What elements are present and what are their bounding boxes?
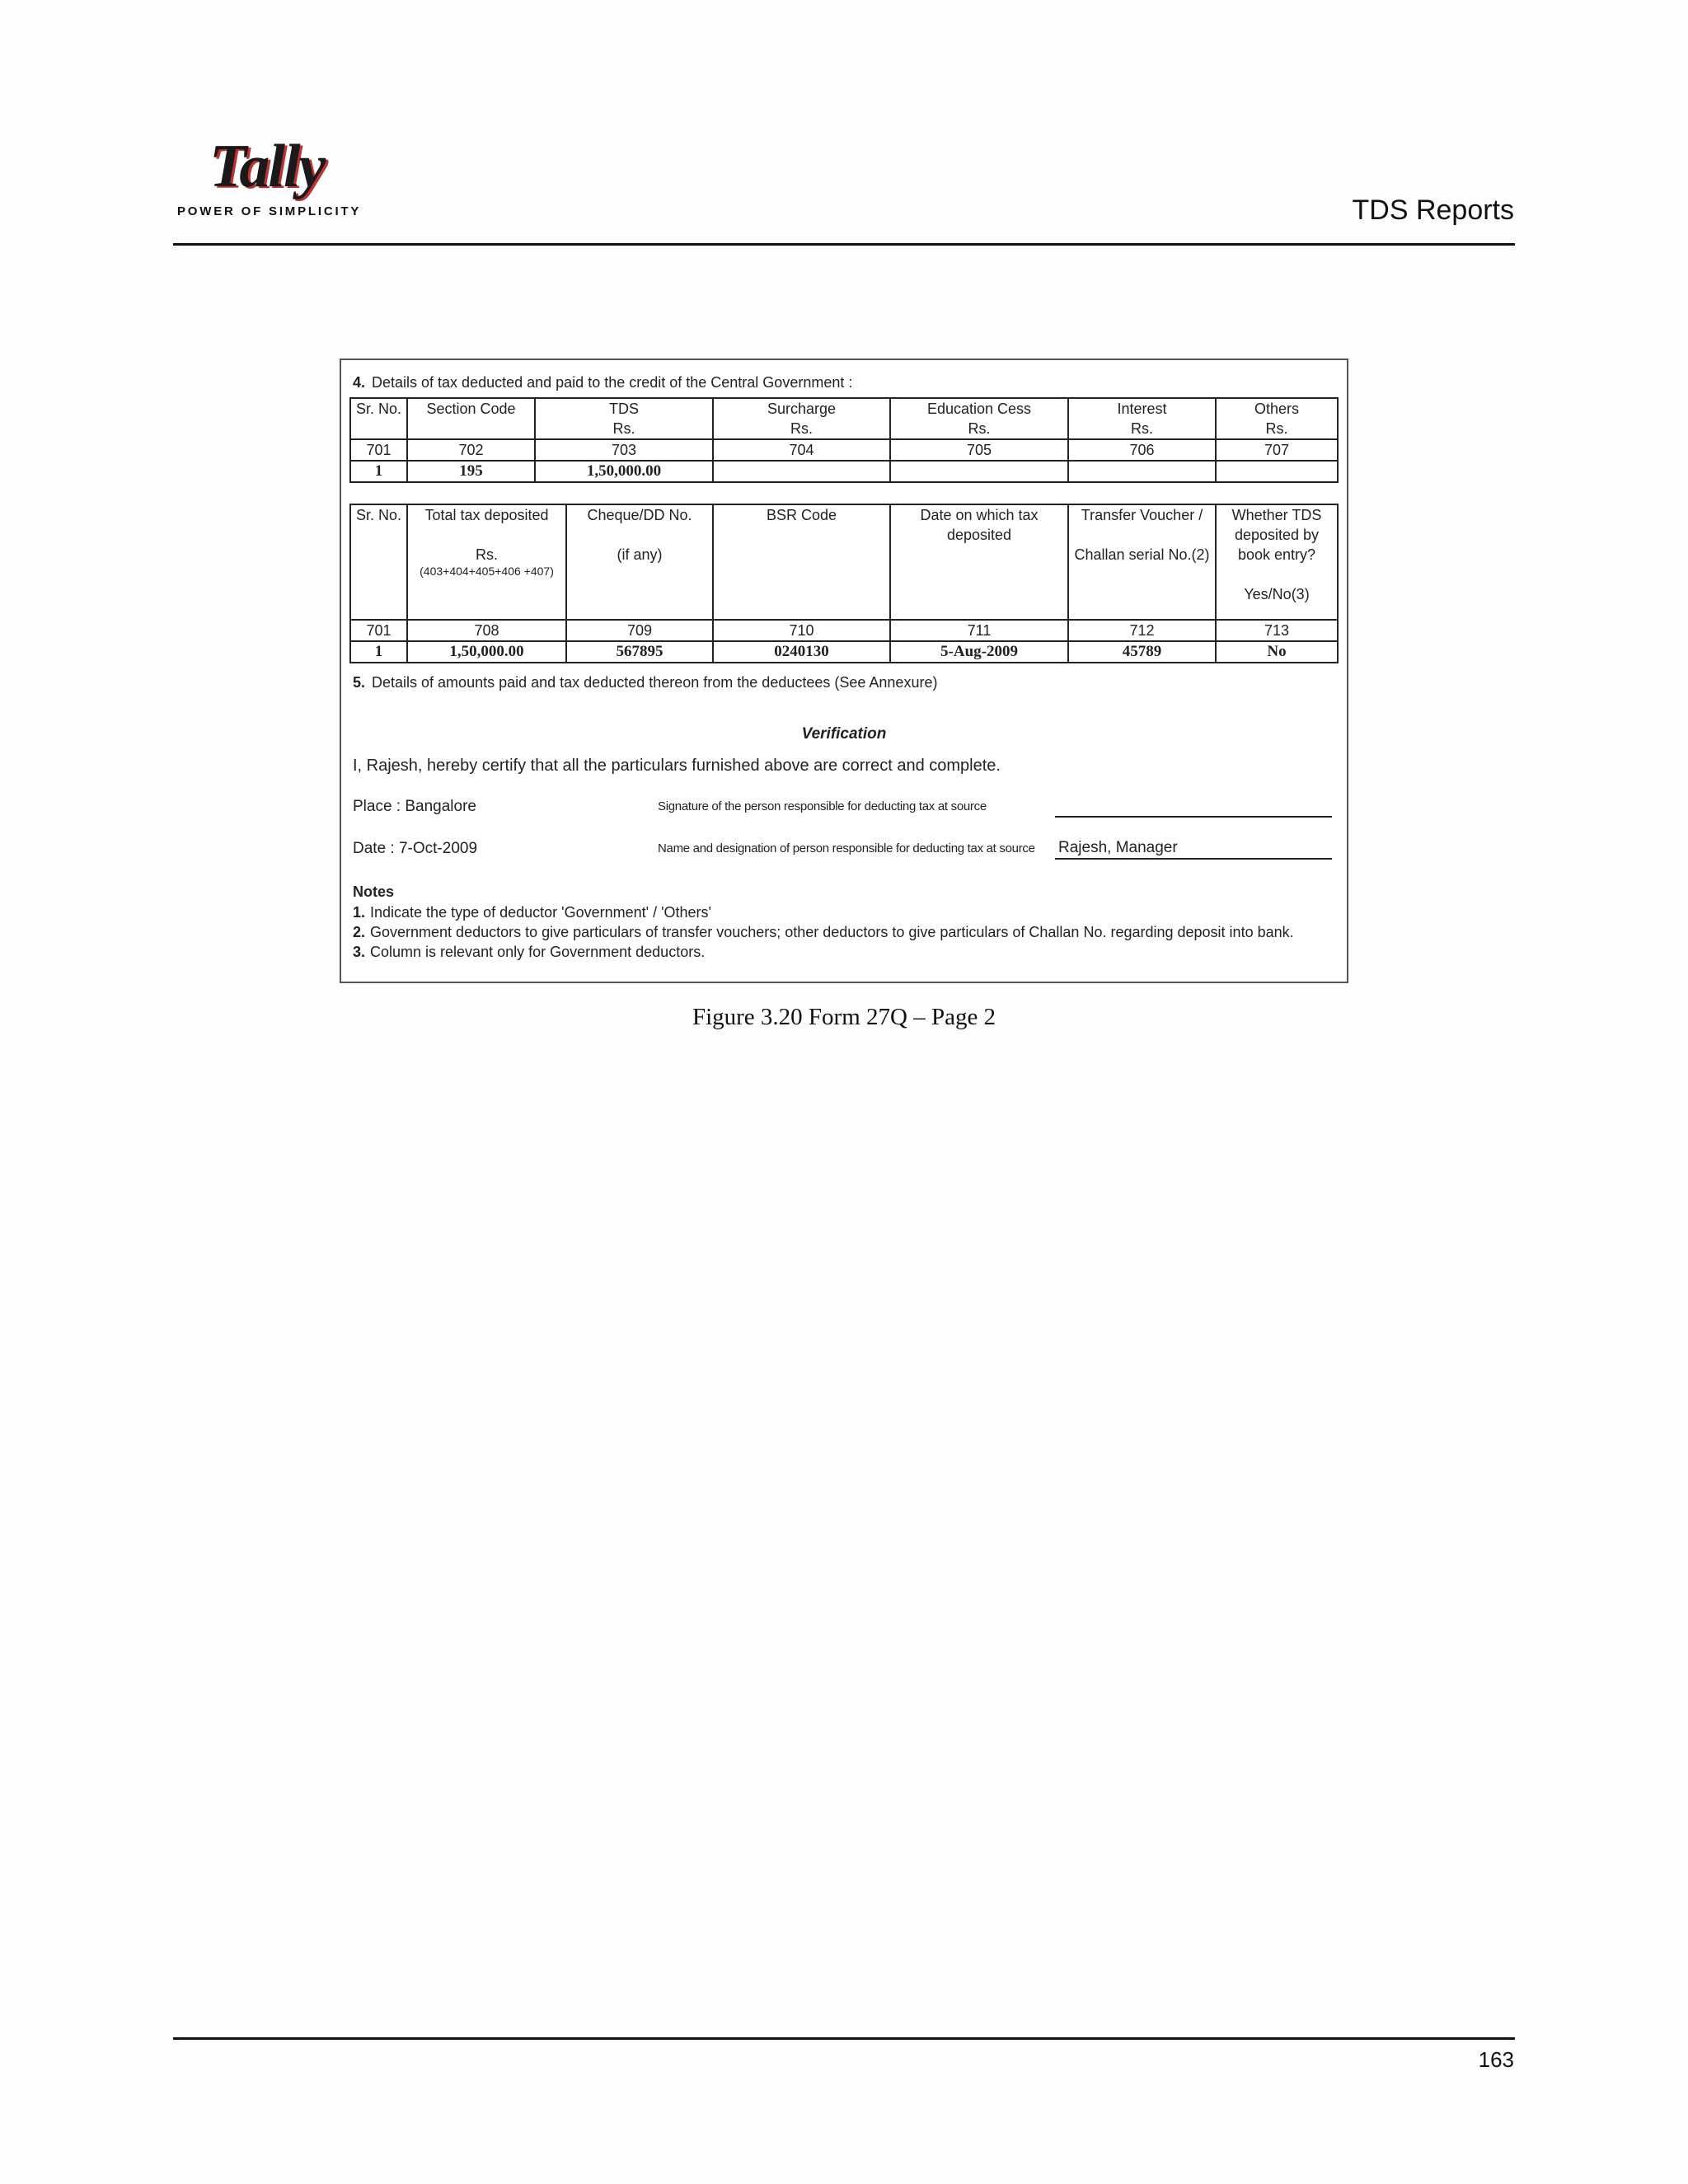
logo-tagline: POWER OF SIMPLICITY (177, 204, 362, 218)
header-cell: TDS Rs. (535, 398, 713, 439)
note-item: 1. Indicate the type of deductor 'Government' / 'Others' (353, 904, 711, 921)
header-cell: Section Code (407, 398, 535, 439)
header-cell: Date on which tax deposited (890, 504, 1068, 620)
value-cell (1216, 461, 1338, 482)
header-cell: Transfer Voucher / Challan serial No.(2) (1068, 504, 1216, 620)
code-cell: 708 (407, 620, 566, 641)
page-number: 163 (1478, 2047, 1514, 2072)
header-cell: Surcharge Rs. (713, 398, 890, 439)
tally-logo (175, 132, 373, 223)
header-cell: Total tax deposited Rs. (403+404+405+406 +407) (407, 504, 566, 620)
code-cell: 710 (713, 620, 890, 641)
value-cell: 1,50,000.00 (535, 461, 713, 482)
footer-rule (173, 2037, 1515, 2040)
certification-statement: I, Rajesh, hereby certify that all the particulars furnished above are correct and complete. (353, 757, 1001, 775)
code-cell: 704 (713, 439, 890, 461)
place-field: Place : Bangalore (353, 798, 476, 815)
code-cell: 705 (890, 439, 1068, 461)
name-designation-line (1055, 858, 1332, 860)
name-designation-label: Name and designation of person responsible for deducting tax at source (658, 841, 1035, 855)
table-code-row (350, 439, 1338, 461)
code-cell: 706 (1068, 439, 1216, 461)
code-cell: 707 (1216, 439, 1338, 461)
value-cell: No (1216, 641, 1338, 663)
code-cell: 701 (350, 620, 407, 641)
value-cell: 0240130 (713, 641, 890, 663)
header-cell: BSR Code (713, 504, 890, 620)
value-cell: 1,50,000.00 (407, 641, 566, 663)
code-cell: 711 (890, 620, 1068, 641)
value-cell: 1 (350, 641, 407, 663)
header-rule (173, 243, 1515, 246)
header-cell: Sr. No. (350, 398, 407, 439)
code-cell: 712 (1068, 620, 1216, 641)
table-row (350, 641, 1338, 663)
table-header-row (350, 398, 1338, 439)
code-cell: 702 (407, 439, 535, 461)
header-cell: Cheque/DD No. (if any) (566, 504, 713, 620)
signature-line (1055, 816, 1332, 818)
header-cell: Education Cess Rs. (890, 398, 1068, 439)
value-cell: 1 (350, 461, 407, 482)
header-cell: Sr. No. (350, 504, 407, 620)
code-cell: 703 (535, 439, 713, 461)
code-cell: 713 (1216, 620, 1338, 641)
section-5-title (353, 674, 937, 691)
tax-deposit-table (349, 504, 1339, 663)
name-designation-value: Rajesh, Manager (1058, 839, 1178, 856)
code-cell: 701 (350, 439, 407, 461)
figure-caption: Figure 3.20 Form 27Q – Page 2 (692, 1004, 996, 1030)
header-cell: Interest Rs. (1068, 398, 1216, 439)
section-4-number: 4. (353, 374, 366, 391)
table-header-row (350, 504, 1338, 620)
value-cell (713, 461, 890, 482)
value-cell: 5-Aug-2009 (890, 641, 1068, 663)
signature-label: Signature of the person responsible for deducting tax at source (658, 799, 987, 813)
section-5-text: Details of amounts paid and tax deducted thereon from the deductees (See Annexure) (372, 674, 938, 691)
table-code-row (350, 620, 1338, 641)
note-item: 2. Government deductors to give particulars of transfer vouchers; other deductors to give particulars of Challan No. regarding deposit into bank. (353, 924, 1294, 940)
table-row (350, 461, 1338, 482)
value-cell: 45789 (1068, 641, 1216, 663)
form-27q-figure (340, 359, 1348, 983)
verification-title: Verification (801, 725, 887, 743)
tax-deducted-table (349, 397, 1339, 483)
page-title: TDS Reports (1352, 194, 1514, 226)
date-field: Date : 7-Oct-2009 (353, 840, 478, 857)
value-cell (890, 461, 1068, 482)
header-cell: Whether TDS deposited by book entry? Yes/No(3) (1216, 504, 1338, 620)
notes-heading: Notes (353, 883, 395, 900)
section-4-title (353, 374, 852, 391)
section-4-text: Details of tax deducted and paid to the credit of the Central Government : (372, 374, 853, 391)
section-5-number: 5. (353, 674, 366, 691)
logo-wordmark: Tally (209, 133, 325, 200)
code-cell: 709 (566, 620, 713, 641)
value-cell: 195 (407, 461, 535, 482)
header-cell: Others Rs. (1216, 398, 1338, 439)
value-cell: 567895 (566, 641, 713, 663)
value-cell (1068, 461, 1216, 482)
note-item: 3. Column is relevant only for Government deductors. (353, 944, 706, 960)
